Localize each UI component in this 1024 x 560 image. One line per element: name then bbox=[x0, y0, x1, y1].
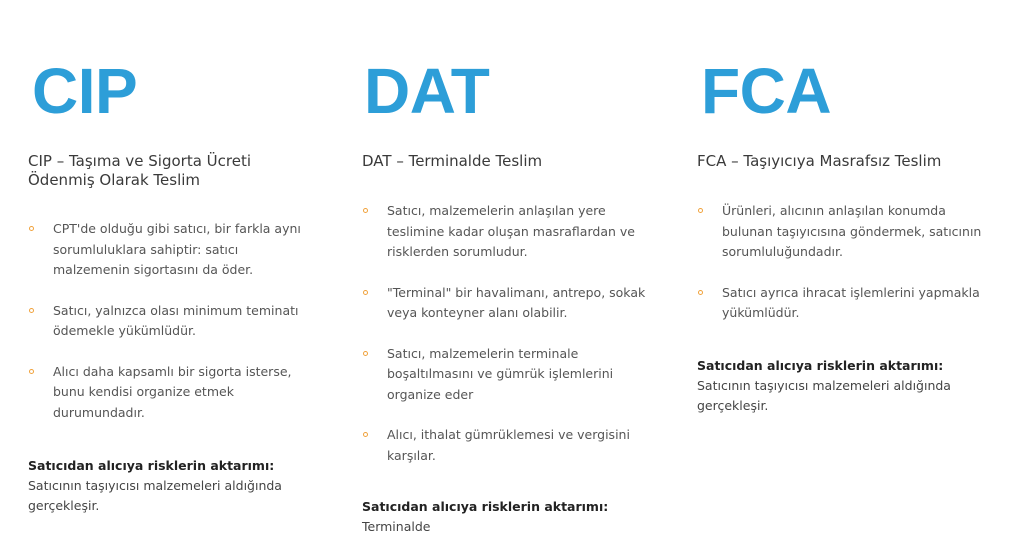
incoterm-code-heading: FCA bbox=[701, 55, 832, 127]
circle-bullet-icon bbox=[698, 290, 703, 295]
circle-bullet-icon bbox=[29, 308, 34, 313]
circle-bullet-icon bbox=[698, 208, 703, 213]
risk-transfer-label: Satıcıdan alıcıya risklerin aktarımı: bbox=[362, 499, 609, 514]
list-item bbox=[697, 283, 987, 324]
list-item bbox=[28, 362, 318, 424]
circle-bullet-icon bbox=[29, 226, 34, 231]
risk-transfer-label: Satıcıdan alıcıya risklerin aktarımı: bbox=[697, 358, 944, 373]
incoterm-bullet-list bbox=[697, 201, 987, 344]
risk-transfer-block bbox=[697, 356, 987, 416]
list-item-text: Alıcı daha kapsamlı bir sigorta isterse, bunu kendisi organize etmek durumundadır. bbox=[53, 363, 292, 420]
circle-bullet-icon bbox=[363, 351, 368, 356]
risk-transfer-value: Satıcının taşıyıcısı malzemeleri aldığında gerçekleşir. bbox=[697, 378, 951, 413]
circle-bullet-icon bbox=[363, 208, 368, 213]
risk-transfer-value: Terminalde bbox=[362, 519, 431, 534]
incoterm-code-heading: CIP bbox=[32, 55, 138, 127]
list-item-text: Alıcı, ithalat gümrüklemesi ve vergisini karşılar. bbox=[387, 427, 630, 463]
incoterm-bullet-list bbox=[362, 201, 652, 486]
incoterm-subtitle: FCA – Taşıyıcıya Masrafsız Teslim bbox=[697, 152, 942, 170]
risk-transfer-block bbox=[28, 456, 318, 516]
list-item bbox=[362, 425, 652, 466]
list-item-text: CPT'de olduğu gibi satıcı, bir farkla aynı sorumluluklara sahiptir: satıcı malzemenin sigortasını da öder. bbox=[53, 221, 301, 277]
circle-bullet-icon bbox=[363, 432, 368, 437]
list-item bbox=[362, 201, 652, 263]
list-item bbox=[697, 201, 987, 263]
list-item-text: Satıcı, yalnızca olası minimum teminatı ödemekle yükümlüdür. bbox=[53, 302, 299, 338]
list-item bbox=[28, 219, 318, 281]
risk-transfer-block bbox=[362, 497, 652, 537]
incoterm-bullet-list bbox=[28, 219, 318, 443]
list-item bbox=[28, 301, 318, 342]
risk-transfer-label: Satıcıdan alıcıya risklerin aktarımı: bbox=[28, 458, 275, 473]
risk-transfer-value: Satıcının taşıyıcısı malzemeleri aldığında gerçekleşir. bbox=[28, 478, 282, 513]
list-item-text: Satıcı ayrıca ihracat işlemlerini yapmakla yükümlüdür. bbox=[722, 284, 980, 320]
list-item-text: Satıcı, malzemelerin anlaşılan yere teslimine kadar oluşan masraflardan ve risklerden sorumludur. bbox=[387, 203, 635, 259]
circle-bullet-icon bbox=[363, 290, 368, 295]
list-item-text: Satıcı, malzemelerin terminale boşaltılmasını ve gümrük işlemlerini organize eder bbox=[387, 345, 614, 402]
incoterm-subtitle: DAT – Terminalde Teslim bbox=[362, 152, 543, 170]
list-item-text: "Terminal" bir havalimanı, antrepo, sokak veya konteyner alanı olabilir. bbox=[387, 284, 646, 320]
list-item bbox=[362, 283, 652, 324]
list-item-text: Ürünleri, alıcının anlaşılan konumda bulunan taşıyıcısına göndermek, satıcının sorumluluğundadır. bbox=[722, 203, 982, 259]
incoterm-code-heading: DAT bbox=[364, 55, 490, 127]
list-item bbox=[362, 344, 652, 406]
circle-bullet-icon bbox=[29, 369, 34, 374]
incoterm-subtitle: CIP – Taşıma ve Sigorta Ücreti Ödenmiş Olarak Teslim bbox=[28, 152, 252, 189]
